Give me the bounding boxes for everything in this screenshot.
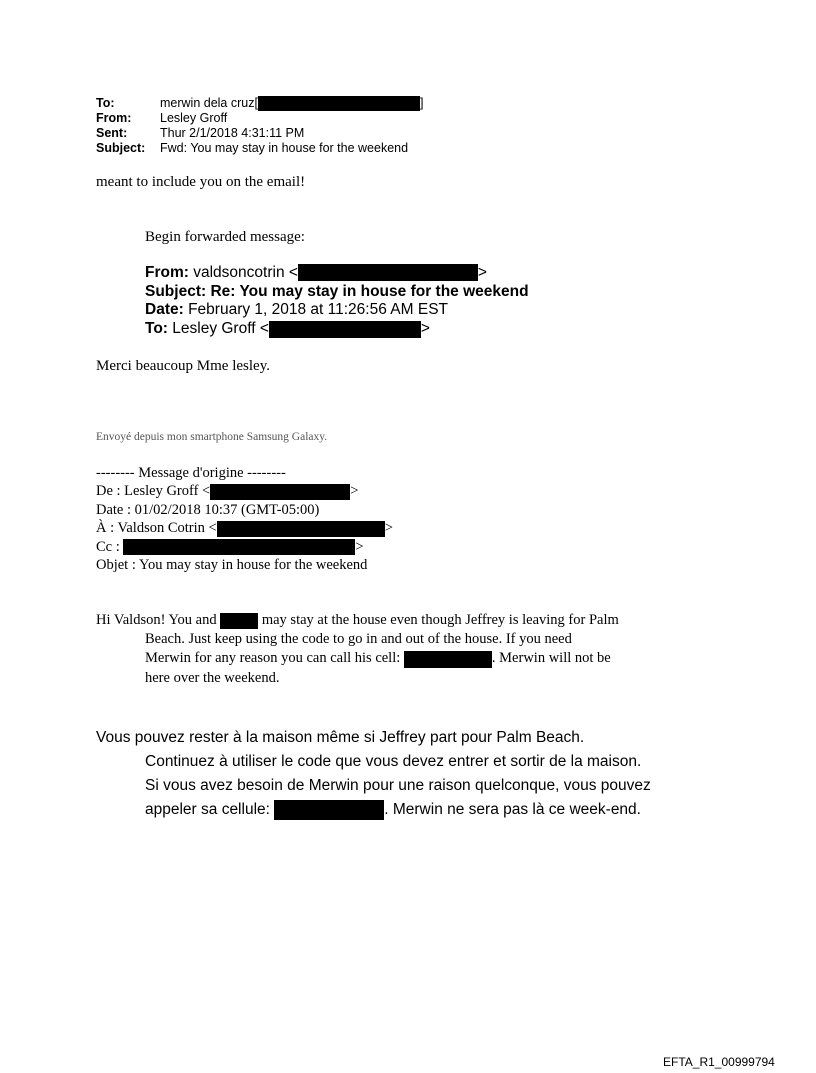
en-line-3a: Merwin for any reason you can call his cell: bbox=[145, 650, 404, 667]
fwd-to-tail: > bbox=[420, 320, 430, 338]
orig-de: De : Lesley Groff < bbox=[96, 483, 211, 500]
document-id: EFTA_R1_00999794 bbox=[663, 1055, 775, 1069]
intro-text: meant to include you on the email! bbox=[96, 174, 306, 190]
orig-date: Date : 01/02/2018 10:37 (GMT-05:00) bbox=[96, 501, 320, 518]
orig-a-tail: > bbox=[384, 520, 393, 537]
redaction-box bbox=[258, 96, 420, 111]
email-header bbox=[96, 96, 423, 156]
forwarded-header bbox=[145, 264, 529, 339]
from-label: From: bbox=[96, 111, 132, 125]
en-line-1b: may stay at the house even though Jeffrey is leaving for Palm bbox=[258, 612, 619, 628]
orig-a-row bbox=[96, 519, 393, 537]
en-line-1a: Hi Valdson! You and bbox=[96, 612, 221, 628]
fwd-subject-row bbox=[145, 283, 529, 302]
en-line-3 bbox=[96, 649, 619, 668]
fr-line-4 bbox=[96, 798, 651, 822]
redaction-box bbox=[123, 539, 355, 555]
orig-objet: Objet : You may stay in house for the weekend bbox=[96, 557, 368, 574]
begin-forwarded: Begin forwarded message: bbox=[145, 229, 305, 245]
orig-cc-tail: > bbox=[355, 538, 364, 555]
redaction-box bbox=[274, 800, 384, 820]
fr-line-4b: . Merwin ne sera pas là ce week-end. bbox=[384, 801, 641, 818]
from-row bbox=[96, 111, 423, 126]
orig-cc: Cc : bbox=[96, 538, 120, 555]
fwd-date-row bbox=[145, 301, 529, 320]
orig-de-row bbox=[96, 482, 393, 500]
subject-label: Subject: bbox=[96, 141, 146, 155]
fwd-to-label: To: bbox=[145, 320, 168, 338]
redaction-box bbox=[269, 321, 421, 338]
fwd-to-row bbox=[145, 320, 529, 339]
to-row bbox=[96, 96, 423, 111]
redaction-box bbox=[217, 521, 385, 537]
fr-line-3: Si vous avez besoin de Merwin pour une raison quelconque, vous pouvez bbox=[145, 777, 651, 794]
body-english bbox=[96, 611, 619, 688]
en-line-2: Beach. Just keep using the code to go in and out of the house. If you need bbox=[145, 631, 572, 648]
orig-divider: -------- Message d'origine -------- bbox=[96, 465, 286, 481]
redaction-box bbox=[220, 613, 258, 629]
fwd-to-value: Lesley Groff < bbox=[172, 320, 269, 338]
redaction-box bbox=[404, 651, 492, 668]
sent-row bbox=[96, 126, 423, 141]
subject-value: Fwd: You may stay in house for the weekend bbox=[160, 141, 409, 155]
to-tail: ] bbox=[419, 96, 424, 110]
reply-text: Merci beaucoup Mme lesley. bbox=[96, 358, 270, 374]
to-value: merwin dela cruz[ bbox=[160, 96, 258, 110]
sent-label: Sent: bbox=[96, 126, 128, 140]
fwd-from-value: valdsoncotrin < bbox=[193, 264, 298, 281]
en-line-1 bbox=[96, 611, 619, 630]
sent-value: Thur 2/1/2018 4:31:11 PM bbox=[160, 126, 305, 140]
from-value: Lesley Groff bbox=[160, 111, 228, 125]
to-label: To: bbox=[96, 96, 115, 110]
en-line-3b: . Merwin will not be bbox=[491, 650, 611, 667]
fr-line-2: Continuez à utiliser le code que vous devez entrer et sortir de la maison. bbox=[145, 753, 642, 770]
fwd-date-value: February 1, 2018 at 11:26:56 AM EST bbox=[188, 301, 448, 319]
fwd-subject: Subject: Re: You may stay in house for the weekend bbox=[145, 282, 529, 300]
fwd-date-label: Date: bbox=[145, 301, 184, 319]
fwd-from-tail: > bbox=[477, 264, 487, 281]
fwd-from-label: From: bbox=[145, 264, 189, 281]
fr-line-4a: appeler sa cellule: bbox=[145, 801, 275, 818]
fwd-from-row bbox=[145, 264, 529, 283]
signature-text: Envoyé depuis mon smartphone Samsung Galaxy. bbox=[96, 431, 328, 443]
orig-cc-row bbox=[96, 538, 393, 556]
original-message bbox=[96, 464, 393, 574]
subject-row bbox=[96, 141, 423, 156]
fr-line-1: Vous pouvez rester à la maison même si Jeffrey part pour Palm Beach. bbox=[96, 729, 585, 746]
redaction-box bbox=[210, 484, 350, 500]
body-french bbox=[96, 726, 651, 822]
orig-de-tail: > bbox=[350, 483, 359, 500]
redaction-box bbox=[298, 264, 478, 281]
orig-a: À : Valdson Cotrin < bbox=[96, 520, 217, 537]
en-line-4: here over the weekend. bbox=[145, 669, 280, 686]
